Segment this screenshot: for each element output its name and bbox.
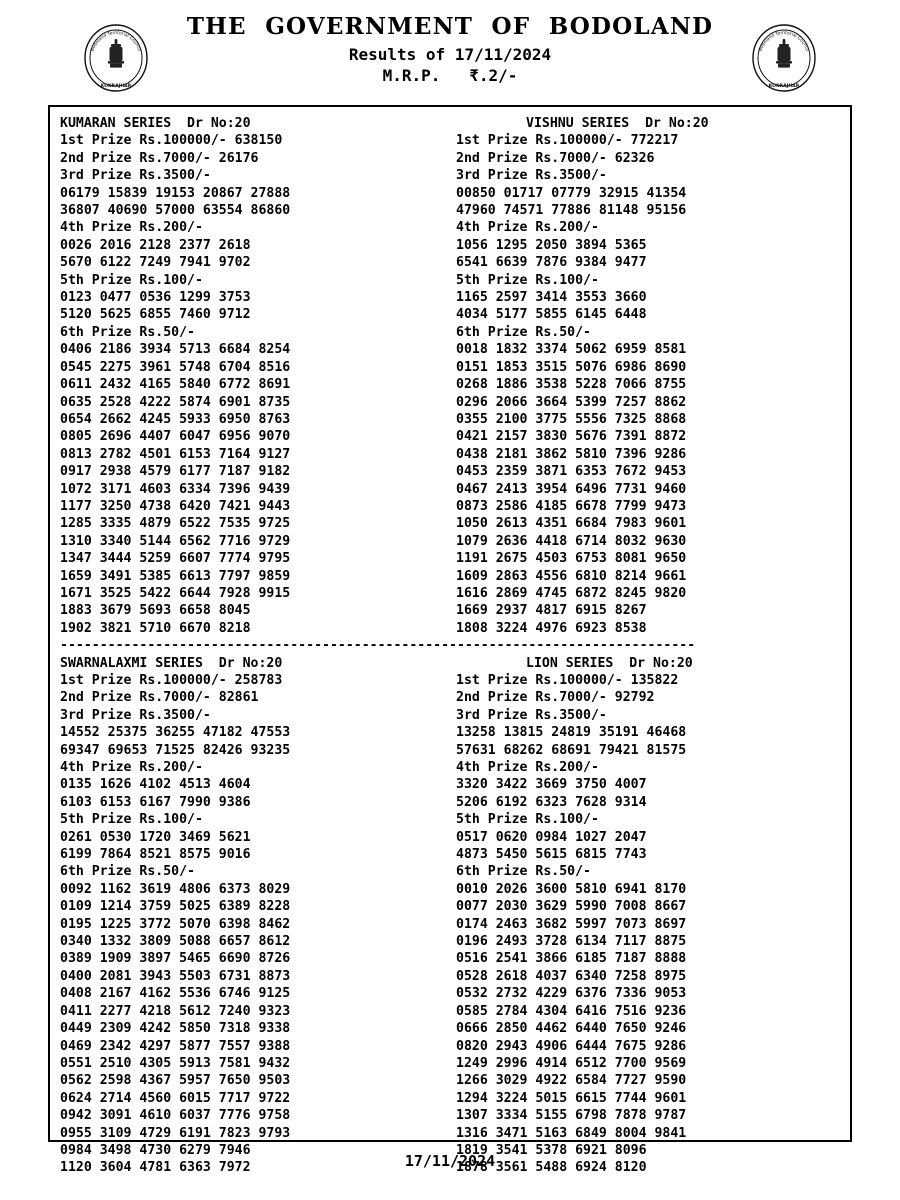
prize-4th-label: 4th Prize Rs.200/- xyxy=(456,760,599,776)
results-date-line: Results of 17/11/2024 xyxy=(348,45,552,65)
prize-6th-numbers: 0942 3091 4610 6037 7776 9758 xyxy=(60,1108,291,1124)
prize-3rd-numbers: 69347 69653 71525 82426 93235 xyxy=(60,742,291,758)
prize-6th-numbers: 1079 2636 4418 6714 8032 9630 xyxy=(456,533,687,549)
prize-6th-numbers: 0624 2714 4560 6015 7717 9722 xyxy=(60,1090,291,1106)
prize-6th-numbers: 1310 3340 5144 6562 7716 9729 xyxy=(60,533,291,549)
prize-6th-numbers: 1659 3491 5385 6613 7797 9859 xyxy=(60,568,291,584)
prize-3rd-label: 3rd Prize Rs.3500/- xyxy=(60,168,211,184)
prize-6th-numbers: 0421 2157 3830 5676 7391 8872 xyxy=(456,429,687,445)
prize-5th-label: 5th Prize Rs.100/- xyxy=(456,272,599,288)
prize-6th-numbers: 0984 3498 4730 6279 7946 xyxy=(60,1142,251,1158)
prize-5th-label: 5th Prize Rs.100/- xyxy=(60,272,203,288)
prize-5th-numbers: 4873 5450 5615 6815 7743 xyxy=(456,847,647,863)
prize-6th-numbers: 0453 2359 3871 6353 7672 9453 xyxy=(456,464,687,480)
prize-5th-numbers: 0123 0477 0536 1299 3753 xyxy=(60,290,251,306)
series-block-lion xyxy=(450,655,840,1177)
prize-6th-numbers: 0585 2784 4304 6416 7516 9236 xyxy=(456,1003,687,1019)
svg-text:Bodoland Territorial Council: Bodoland Territorial Council xyxy=(90,30,142,53)
prize-6th-numbers: 1120 3604 4781 6363 7972 xyxy=(60,1160,251,1176)
prize-6th-numbers: 0077 2030 3629 5990 7008 8667 xyxy=(456,899,687,915)
section-divider: -------------------------------------------------------------------------------- xyxy=(60,638,696,654)
prize-6th-numbers: 1902 3821 5710 6670 8218 xyxy=(60,620,251,636)
prize-1st: 1st Prize Rs.100000/- 258783 xyxy=(60,672,283,688)
prize-6th-numbers: 1072 3171 4603 6334 7396 9439 xyxy=(60,481,291,497)
prize-6th-numbers: 0296 2066 3664 5399 7257 8862 xyxy=(456,394,687,410)
prize-6th-numbers: 0018 1832 3374 5062 6959 8581 xyxy=(456,342,687,358)
prize-6th-numbers: 0010 2026 3600 5810 6941 8170 xyxy=(456,881,687,897)
series-title: SWARNALAXMI SERIES Dr No:20 xyxy=(60,655,283,671)
prize-6th-numbers: 1808 3224 4976 6923 8538 xyxy=(456,620,647,636)
prize-6th-numbers: 0528 2618 4037 6340 7258 8975 xyxy=(456,968,687,984)
prize-6th-numbers: 1191 2675 4503 6753 8081 9650 xyxy=(456,551,687,567)
prize-6th-numbers: 0196 2493 3728 6134 7117 8875 xyxy=(456,934,687,950)
prize-6th-label: 6th Prize Rs.50/- xyxy=(60,324,195,340)
prize-6th-numbers: 0355 2100 3775 5556 7325 8868 xyxy=(456,411,687,427)
prize-6th-numbers: 0092 1162 3619 4806 6373 8029 xyxy=(60,881,291,897)
prize-6th-numbers: 0532 2732 4229 6376 7336 9053 xyxy=(456,986,687,1002)
prize-6th-numbers: 0340 1332 3809 5088 6657 8612 xyxy=(60,934,291,950)
series-block-kumaran xyxy=(60,115,450,637)
prize-3rd-label: 3rd Prize Rs.3500/- xyxy=(60,707,211,723)
prize-6th-numbers: 0174 2463 3682 5997 7073 8697 xyxy=(456,916,687,932)
footer-date: 17/11/2024 xyxy=(404,1152,496,1170)
prize-6th-numbers: 1249 2996 4914 6512 7700 9569 xyxy=(456,1055,687,1071)
prize-5th-numbers: 0261 0530 1720 3469 5621 xyxy=(60,829,251,845)
bodoland-seal-right-icon xyxy=(746,22,822,94)
prize-6th-numbers: 0449 2309 4242 5850 7318 9338 xyxy=(60,1021,291,1037)
prize-6th-numbers: 1819 3541 5378 6921 8096 xyxy=(456,1142,647,1158)
prize-6th-numbers: 1883 3679 5693 6658 8045 xyxy=(60,603,251,619)
prize-5th-numbers: 0517 0620 0984 1027 2047 xyxy=(456,829,647,845)
prize-5th-label: 5th Prize Rs.100/- xyxy=(456,812,599,828)
prize-6th-numbers: 1609 2863 4556 6810 8214 9661 xyxy=(456,568,687,584)
prize-4th-numbers: 3320 3422 3669 3750 4007 xyxy=(456,777,647,793)
prize-6th-numbers: 0635 2528 4222 5874 6901 8735 xyxy=(60,394,291,410)
prize-6th-numbers: 0666 2850 4462 6440 7650 9246 xyxy=(456,1021,687,1037)
prize-6th-numbers: 0545 2275 3961 5748 6704 8516 xyxy=(60,359,291,375)
prize-6th-numbers: 1266 3029 4922 6584 7727 9590 xyxy=(456,1073,687,1089)
prize-3rd-numbers: 13258 13815 24819 35191 46468 xyxy=(456,725,687,741)
prize-6th-numbers: 1878 3561 5488 6924 8120 xyxy=(456,1160,647,1176)
prize-6th-numbers: 0654 2662 4245 5933 6950 8763 xyxy=(60,411,291,427)
prize-4th-numbers: 1056 1295 2050 3894 5365 xyxy=(456,237,647,253)
prize-4th-numbers: 5206 6192 6323 7628 9314 xyxy=(456,794,647,810)
prize-4th-label: 4th Prize Rs.200/- xyxy=(60,760,203,776)
series-block-vishnu xyxy=(450,115,840,637)
prize-5th-numbers: 5120 5625 6855 7460 9712 xyxy=(60,307,251,323)
prize-6th-numbers: 0268 1886 3538 5228 7066 8755 xyxy=(456,377,687,393)
prize-6th-numbers: 1616 2869 4745 6872 8245 9820 xyxy=(456,585,687,601)
prize-6th-numbers: 0873 2586 4185 6678 7799 9473 xyxy=(456,498,687,514)
prize-6th-numbers: 0917 2938 4579 6177 7187 9182 xyxy=(60,464,291,480)
prize-6th-number-list xyxy=(60,341,450,637)
series-title: KUMARAN SERIES Dr No:20 xyxy=(60,116,251,131)
prize-6th-numbers: 1294 3224 5015 6615 7744 9601 xyxy=(456,1090,687,1106)
prize-4th-label: 4th Prize Rs.200/- xyxy=(456,220,599,236)
prize-3rd-numbers: 57631 68262 68691 79421 81575 xyxy=(456,742,687,758)
prize-6th-numbers: 0467 2413 3954 6496 7731 9460 xyxy=(456,481,687,497)
prize-6th-numbers: 0562 2598 4367 5957 7650 9503 xyxy=(60,1073,291,1089)
prize-6th-numbers: 0955 3109 4729 6191 7823 9793 xyxy=(60,1125,291,1141)
prize-4th-numbers: 6541 6639 7876 9384 9477 xyxy=(456,255,647,271)
prize-6th-number-list xyxy=(456,341,840,637)
prize-6th-numbers: 0109 1214 3759 5025 6389 8228 xyxy=(60,899,291,915)
prize-3rd-numbers: 36807 40690 57000 63554 86860 xyxy=(60,203,291,219)
prize-1st: 1st Prize Rs.100000/- 638150 xyxy=(60,133,283,149)
prize-3rd-label: 3rd Prize Rs.3500/- xyxy=(456,707,607,723)
prize-6th-numbers: 0408 2167 4162 5536 6746 9125 xyxy=(60,986,291,1002)
prize-6th-label: 6th Prize Rs.50/- xyxy=(60,864,195,880)
results-bottom-half xyxy=(60,655,840,1177)
prize-6th-numbers: 0411 2277 4218 5612 7240 9323 xyxy=(60,1003,291,1019)
svg-text:KOKRAJHAR: KOKRAJHAR xyxy=(100,84,132,89)
prize-2nd: 2nd Prize Rs.7000/- 26176 xyxy=(60,150,259,166)
prize-6th-numbers: 1671 3525 5422 6644 7928 9915 xyxy=(60,585,291,601)
prize-6th-numbers: 0516 2541 3866 6185 7187 8888 xyxy=(456,951,687,967)
prize-5th-label: 5th Prize Rs.100/- xyxy=(60,812,203,828)
prize-6th-number-list xyxy=(60,881,450,1177)
prize-6th-numbers: 0400 2081 3943 5503 6731 8873 xyxy=(60,968,291,984)
prize-2nd: 2nd Prize Rs.7000/- 82861 xyxy=(60,690,259,706)
prize-6th-label: 6th Prize Rs.50/- xyxy=(456,864,591,880)
prize-3rd-numbers: 06179 15839 19153 20867 27888 xyxy=(60,185,291,201)
prize-6th-numbers: 1285 3335 4879 6522 7535 9725 xyxy=(60,516,291,532)
prize-6th-numbers: 0805 2696 4407 6047 6956 9070 xyxy=(60,429,291,445)
prize-6th-numbers: 0820 2943 4906 6444 7675 9286 xyxy=(456,1038,687,1054)
prize-6th-numbers: 0469 2342 4297 5877 7557 9388 xyxy=(60,1038,291,1054)
prize-4th-numbers: 6103 6153 6167 7990 9386 xyxy=(60,794,251,810)
prize-6th-numbers: 1669 2937 4817 6915 8267 xyxy=(456,603,647,619)
series-title: LION SERIES Dr No:20 xyxy=(526,655,693,671)
svg-text:Bodoland Territorial Council: Bodoland Territorial Council xyxy=(758,30,810,53)
prize-6th-numbers: 0151 1853 3515 5076 6986 8690 xyxy=(456,359,687,375)
prize-2nd: 2nd Prize Rs.7000/- 62326 xyxy=(456,150,655,166)
prize-4th-label: 4th Prize Rs.200/- xyxy=(60,220,203,236)
prize-6th-numbers: 1307 3334 5155 6798 7878 9787 xyxy=(456,1108,687,1124)
prize-5th-numbers: 6199 7864 8521 8575 9016 xyxy=(60,847,251,863)
prize-6th-numbers: 0389 1909 3897 5465 6690 8726 xyxy=(60,951,291,967)
prize-6th-numbers: 0813 2782 4501 6153 7164 9127 xyxy=(60,446,291,462)
prize-6th-number-list xyxy=(456,881,840,1177)
prize-3rd-numbers: 00850 01717 07779 32915 41354 xyxy=(456,185,687,201)
prize-1st: 1st Prize Rs.100000/- 772217 xyxy=(456,133,679,149)
results-top-half xyxy=(60,115,840,637)
series-title: VISHNU SERIES Dr No:20 xyxy=(526,116,709,131)
prize-3rd-numbers: 47960 74571 77886 81148 95156 xyxy=(456,203,687,219)
prize-6th-label: 6th Prize Rs.50/- xyxy=(456,324,591,340)
series-block-swarnalaxmi xyxy=(60,655,450,1177)
prize-5th-numbers: 4034 5177 5855 6145 6448 xyxy=(456,307,647,323)
prize-6th-numbers: 1347 3444 5259 6607 7774 9795 xyxy=(60,551,291,567)
prize-6th-numbers: 1177 3250 4738 6420 7421 9443 xyxy=(60,498,291,514)
prize-2nd: 2nd Prize Rs.7000/- 92792 xyxy=(456,690,655,706)
prize-6th-numbers: 1316 3471 5163 6849 8004 9841 xyxy=(456,1125,687,1141)
prize-6th-numbers: 0551 2510 4305 5913 7581 9432 xyxy=(60,1055,291,1071)
prize-3rd-numbers: 14552 25375 36255 47182 47553 xyxy=(60,725,291,741)
prize-4th-numbers: 0135 1626 4102 4513 4604 xyxy=(60,777,251,793)
prize-6th-numbers: 0406 2186 3934 5713 6684 8254 xyxy=(60,342,291,358)
svg-text:KOKRAJHAR: KOKRAJHAR xyxy=(768,84,800,89)
page-header xyxy=(0,0,900,95)
prize-6th-numbers: 0195 1225 3772 5070 6398 8462 xyxy=(60,916,291,932)
prize-4th-numbers: 0026 2016 2128 2377 2618 xyxy=(60,237,251,253)
mrp-line: M.R.P. ₹.2/- xyxy=(382,66,518,86)
prize-3rd-label: 3rd Prize Rs.3500/- xyxy=(456,168,607,184)
prize-4th-numbers: 5670 6122 7249 7941 9702 xyxy=(60,255,251,271)
page-title: THE GOVERNMENT OF BODOLAND xyxy=(186,13,714,40)
prize-6th-numbers: 0611 2432 4165 5840 6772 8691 xyxy=(60,377,291,393)
prize-6th-numbers: 1050 2613 4351 6684 7983 9601 xyxy=(456,516,687,532)
prize-6th-numbers: 0438 2181 3862 5810 7396 9286 xyxy=(456,446,687,462)
prize-1st: 1st Prize Rs.100000/- 135822 xyxy=(456,672,679,688)
prize-5th-numbers: 1165 2597 3414 3553 3660 xyxy=(456,290,647,306)
